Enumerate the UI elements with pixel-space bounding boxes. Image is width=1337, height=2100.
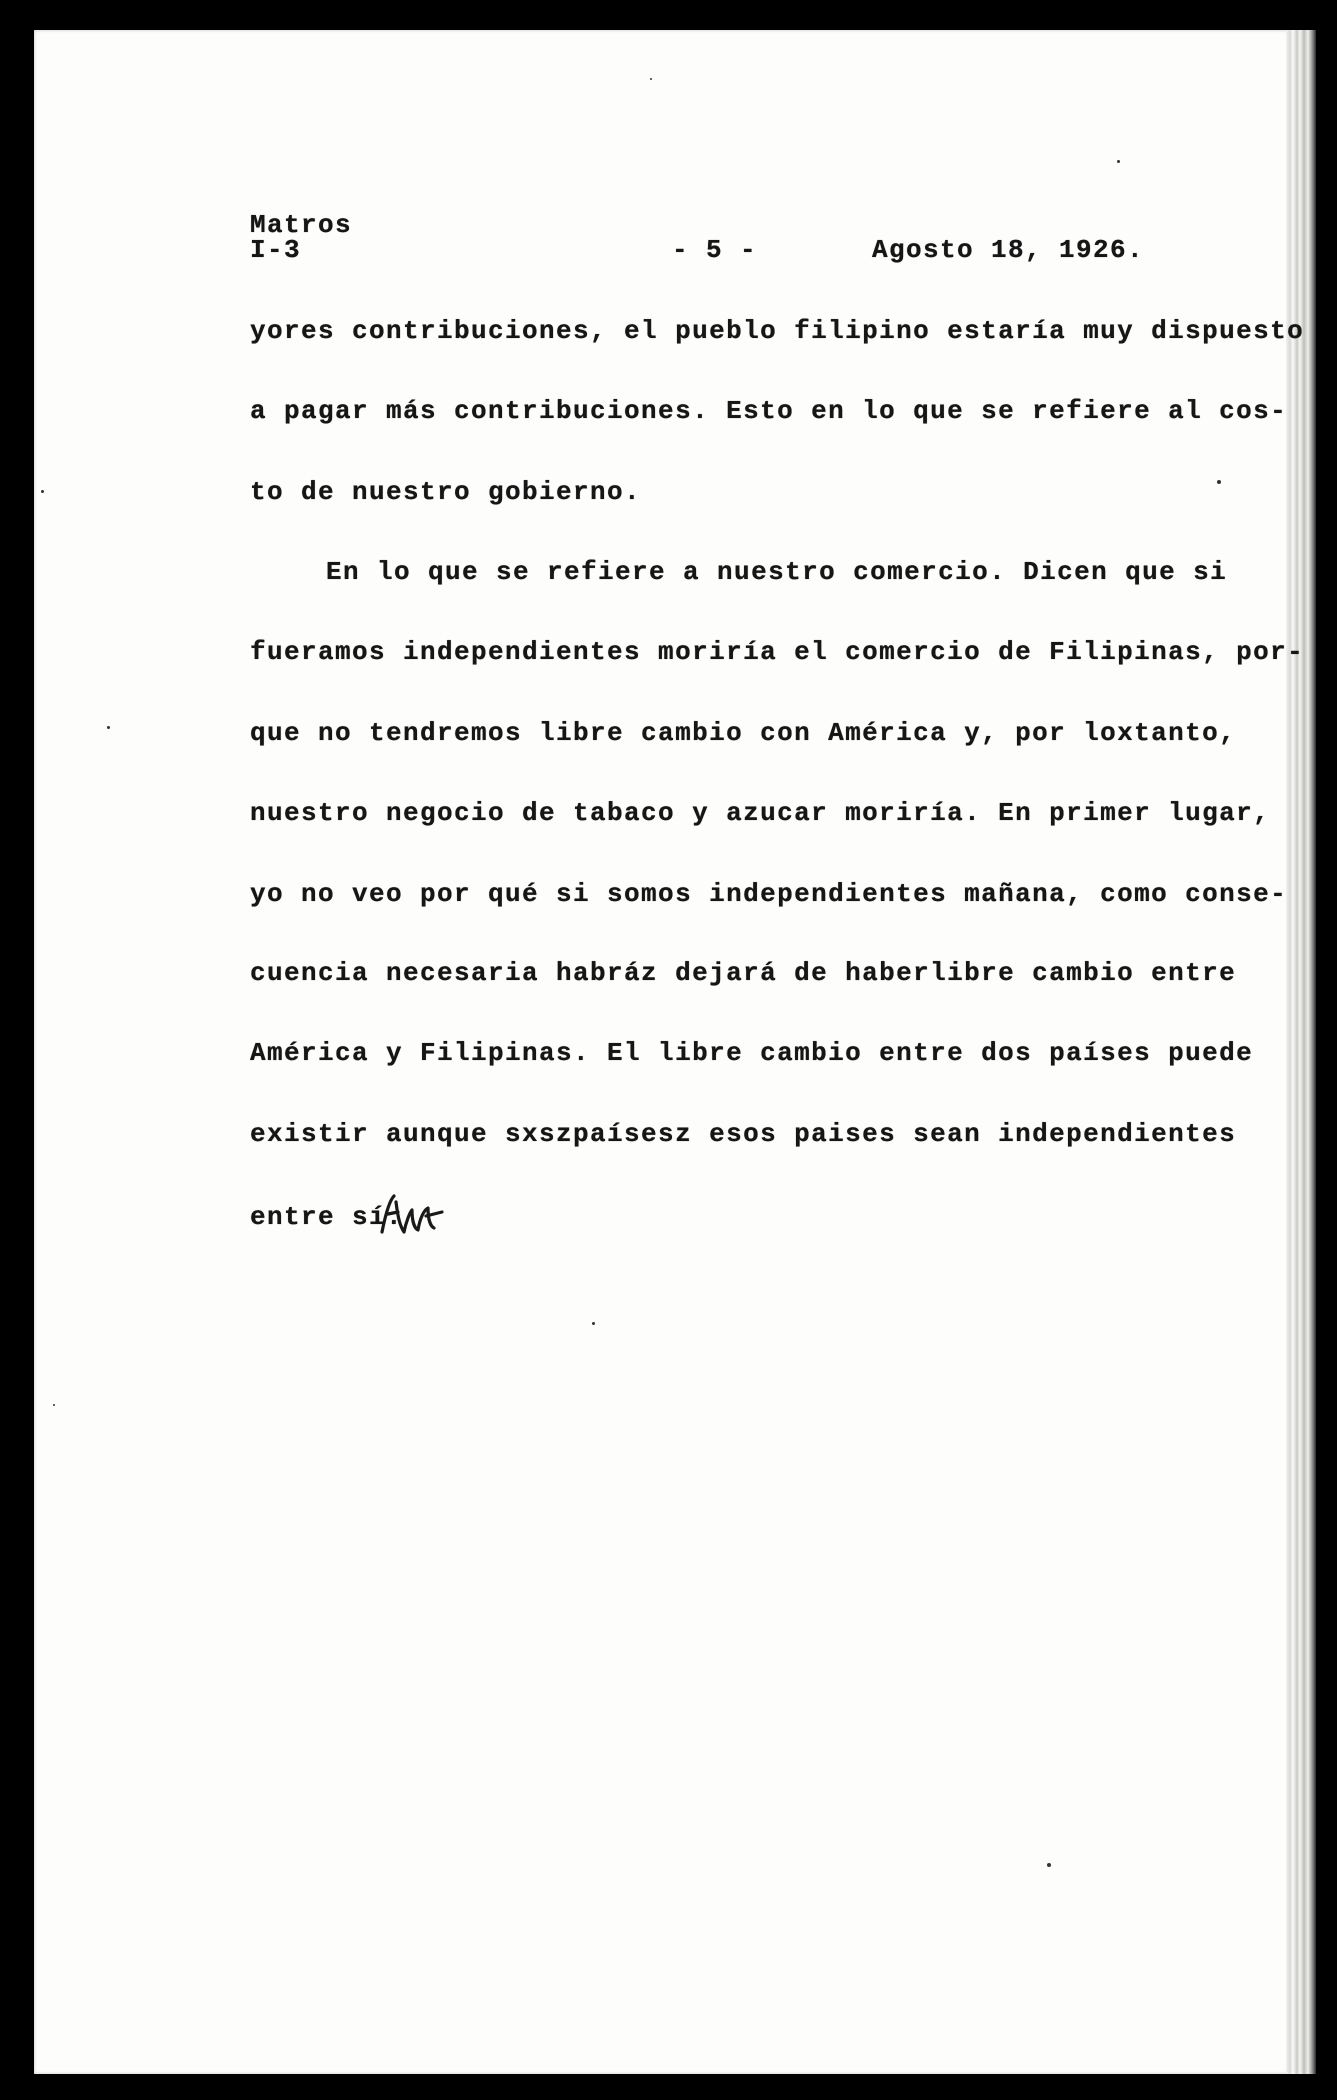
- body-line: cuencia necesaria habráz dejará de haberlibre cambio entre: [250, 958, 1237, 988]
- header-code: I-3: [250, 235, 302, 265]
- scan-speck: [592, 1322, 595, 1325]
- page-number: - 5 -: [672, 235, 758, 265]
- scan-speck: [1217, 480, 1221, 484]
- scan-speck: [107, 726, 110, 729]
- body-line: yores contribuciones, el pueblo filipino estaría muy dispuesto: [250, 316, 1305, 346]
- body-line: nuestro negocio de tabaco y azucar moriría. En primer lugar,: [250, 798, 1271, 828]
- header-date: Agosto 18, 1926.: [872, 235, 1145, 265]
- scan-speck: [1047, 1863, 1051, 1867]
- body-line: entre sí.: [250, 1202, 404, 1232]
- body-line: to de nuestro gobierno.: [250, 477, 642, 507]
- body-line: fueramos independientes moriría el comercio de Filipinas, por-: [250, 637, 1305, 667]
- scan-speck: [41, 490, 44, 493]
- header-name: Matros: [250, 210, 353, 240]
- body-line: En lo que se refiere a nuestro comercio. Dicen que si: [326, 557, 1228, 587]
- handwritten-initials: [376, 1192, 450, 1242]
- body-line: que no tendremos libre cambio con América y, por loxtanto,: [250, 718, 1237, 748]
- scan-speck: [650, 78, 652, 80]
- body-line: América y Filipinas. El libre cambio entre dos países puede: [250, 1038, 1254, 1068]
- body-line: existir aunque sxszpaísesz esos paises sean independientes: [250, 1119, 1237, 1149]
- scan-speck: [53, 1404, 55, 1406]
- body-line: yo no veo por qué si somos independientes mañana, como conse-: [250, 879, 1288, 909]
- scan-speck: [1117, 160, 1120, 163]
- body-line: a pagar más contribuciones. Esto en lo que se refiere al cos-: [250, 396, 1288, 426]
